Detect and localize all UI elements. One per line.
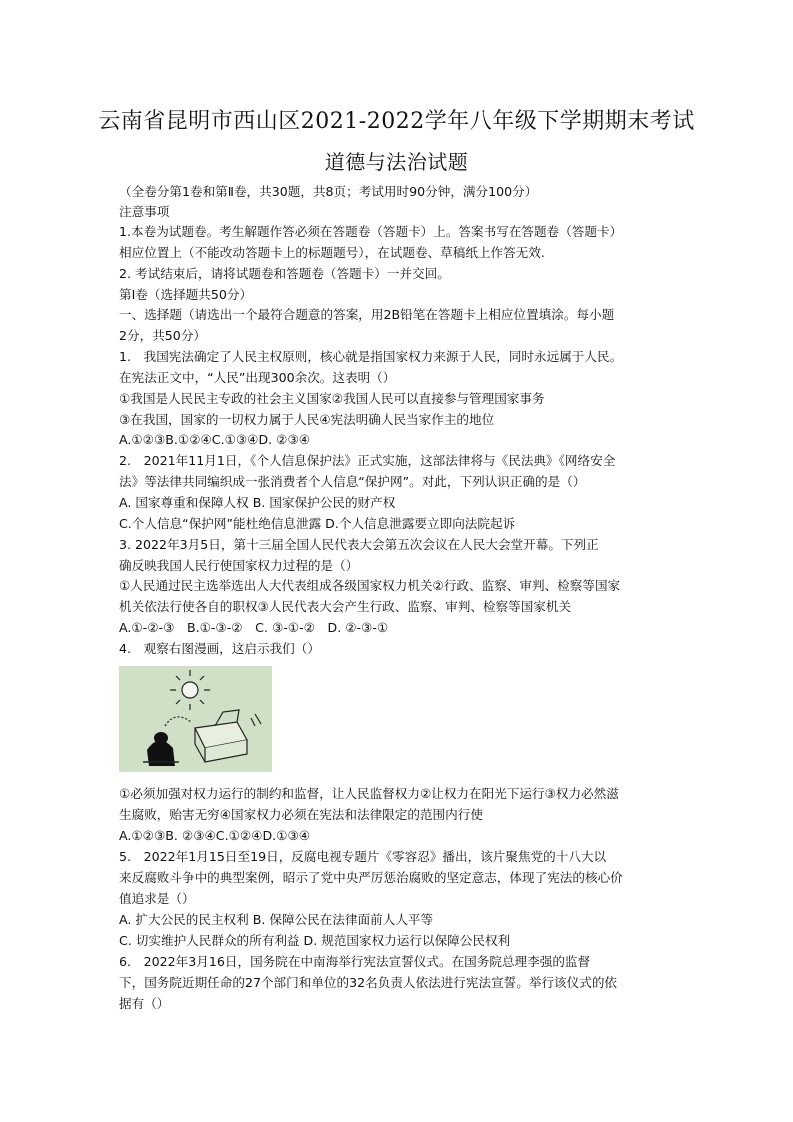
- question-text: 3. 2022年3月5日，第十三届全国人民代表大会第五次会议在人民大会堂开幕。下列正: [119, 537, 599, 552]
- question-text: 6. 2022年3月16日，国务院在中南海举行宪法宣誓仪式。在国务院总理李强的监督: [119, 954, 591, 969]
- answer-choices: A. 扩大公民的民主权利 B. 保障公民在法律面前人人平等: [119, 912, 434, 927]
- notice-line: 2. 考试结束后，请将试题卷和答题卷（答题卡）一并交回。: [119, 266, 450, 281]
- answer-choices: C.个人信息“保护网”能杜绝信息泄露 D.个人信息泄露要立即向法院起诉: [119, 516, 516, 531]
- answer-choices: A. 国家尊重和保障人权 B. 国家保护公民的财产权: [119, 495, 396, 510]
- question-option: ③在我国，国家的一切权力属于人民④宪法明确人民当家作主的地位: [119, 412, 495, 427]
- question-option: ①必须加强对权力运行的制约和监督，让人民监督权力②让权力在阳光下运行③权力必然滋: [119, 786, 619, 801]
- section-heading: 第Ⅰ卷（选择题共50分）: [119, 287, 253, 302]
- answer-choices: C. 切实维护人民群众的所有利益 D. 规范国家权力运行以保障公民权利: [119, 933, 511, 948]
- answer-choices: A.①②③B. ②③④C.①②④D.①③④: [119, 828, 311, 843]
- instruction-line: 一、选择题（请选出一个最符合题意的答案，用2B铅笔在答题卡上相应位置填涂。每小题: [119, 307, 615, 322]
- question-text: 据有（）: [119, 996, 170, 1011]
- answer-choices: A.①-②-③ B.①-③-② C. ③-①-② D. ②-③-①: [119, 620, 389, 635]
- notice-line: 相应位置上（不能改动答题卡上的标题题号），在试题卷、草稿纸上作答无效.: [119, 245, 545, 260]
- question-text: 来反腐败斗争中的典型案例，昭示了党中央严厉惩治腐败的坚定意志，体现了宪法的核心价: [119, 870, 623, 885]
- question-text: 在宪法正文中，“人民”出现300余次。这表明（）: [119, 370, 396, 385]
- question-option: ①我国是人民民主专政的社会主义国家②我国人民可以直接参与管理国家事务: [119, 391, 545, 406]
- instruction-line: 2分，共50分）: [119, 328, 207, 343]
- question-text: 法》等法律共同编织成一张消费者个人信息“保护网”。对此，下列认识正确的是（）: [119, 474, 586, 489]
- cartoon-illustration: [119, 666, 272, 772]
- answer-choices: A.①②③B.①②④C.①③④D. ②③④: [119, 432, 311, 447]
- question-text: 5. 2022年1月15日至19日，反腐电视专题片《零容忍》播出，该片聚焦党的十八大以: [119, 849, 607, 864]
- notice-line: 1.本卷为试题卷。考生解题作答必须在答题卷（答题卡）上。答案书写在答题卷（答题卡）: [119, 224, 623, 239]
- question-text: 确反映我国人民行使国家权力过程的是（）: [119, 558, 359, 573]
- question-text: 下，国务院近期任命的27个部门和单位的32名负责人依法进行宪法宣誓。举行该仪式的依: [119, 975, 618, 990]
- question-text: 值追求是（）: [119, 891, 195, 906]
- notice-heading: 注意事项: [119, 204, 170, 219]
- question-option: ①人民通过民主选举选出人大代表组成各级国家权力机关②行政、监察、审判、检察等国家: [119, 578, 621, 593]
- question-text: 1. 我国宪法确定了人民主权原则，核心就是指国家权力来源于人民，同时永远属于人民。: [119, 349, 623, 364]
- question-option: 生腐败，贻害无穷④国家权力必须在宪法和法律限定的范围内行使: [119, 807, 483, 822]
- question-text: 4. 观察右图漫画，这启示我们（）: [119, 641, 320, 656]
- cartoon-image: [119, 666, 272, 772]
- exam-title: 云南省昆明市西山区2021-2022学年八年级下学期期末考试: [98, 109, 695, 134]
- exam-subtitle: 道德与法治试题: [324, 150, 469, 174]
- question-option: 机关依法行使各自的职权③人民代表大会产生行政、监察、审判、检察等国家机关: [119, 599, 572, 614]
- exam-info: （全卷分第1卷和第Ⅱ卷，共30题，共8页；考试用时90分钟，满分100分）: [119, 184, 538, 199]
- question-text: 2. 2021年11月1日，《个人信息保护法》正式实施，这部法律将与《民法典》《网络安全: [119, 453, 616, 468]
